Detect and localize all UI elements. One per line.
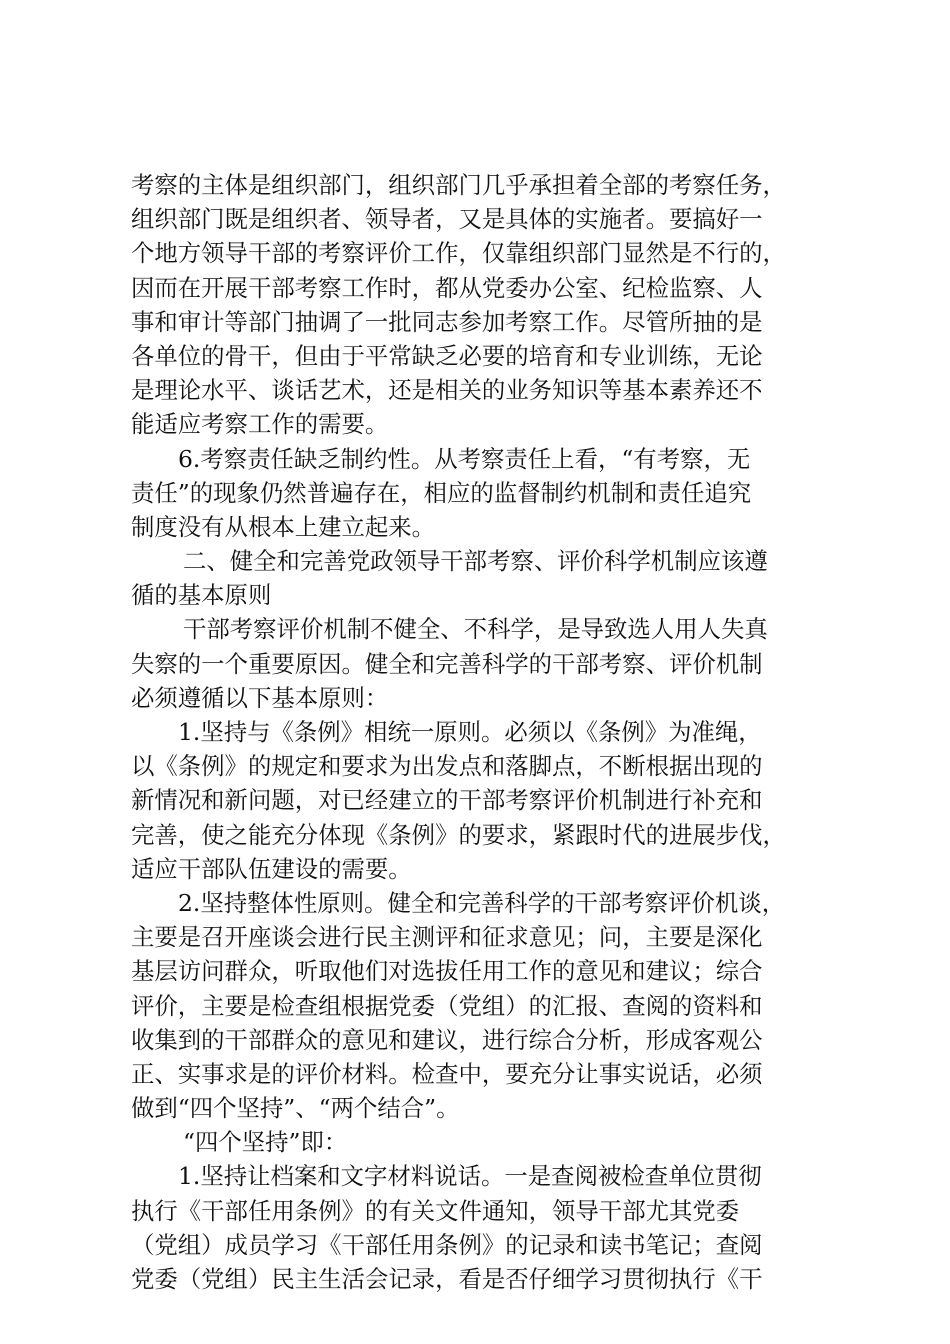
text-line: 执行《干部任用条例》的有关文件通知，领导干部尤其党委 xyxy=(131,1196,740,1225)
text-line: 2.坚持整体性原则。健全和完善科学的干部考察评价机谈， xyxy=(178,888,786,917)
text-line: 新情况和新问题，对已经建立的干部考察评价机制进行补充和 xyxy=(131,786,763,815)
text-line: 完善，使之能充分体现《条例》的要求，紧跟时代的进展步伐， xyxy=(131,820,786,849)
text-line: 适应干部队伍建设的需要。 xyxy=(131,854,412,883)
text-line: 组织部门既是组织者、领导者，又是具体的实施者。要搞好一 xyxy=(131,205,763,234)
text-line: 主要是召开座谈会进行民主测评和征求意见；问，主要是深化 xyxy=(131,923,763,952)
section-heading: 二、健全和完善党政领导干部考察、评价科学机制应该遵 xyxy=(183,547,768,576)
text-line: 做到“四个坚持”、“两个结合”。 xyxy=(131,1094,460,1123)
text-line: 制度没有从根本上建立起来。 xyxy=(131,512,436,541)
text-line: 失察的一个重要原因。健全和完善科学的干部考察、评价机制 xyxy=(131,649,763,678)
text-line: 评价，主要是检查组根据党委（党组）的汇报、查阅的资料和 xyxy=(131,991,763,1020)
body-text xyxy=(131,168,831,1296)
text-line: 因而在开展干部考察工作时，都从党委办公室、纪检监察、人 xyxy=(131,273,763,302)
text-line: 考察的主体是组织部门，组织部门几乎承担着全部的考察任务， xyxy=(131,171,786,199)
text-line: 事和审计等部门抽调了一批同志参加考察工作。尽管所抽的是 xyxy=(131,307,763,336)
text-line: 1.坚持让档案和文字材料说话。一是查阅被检查单位贯彻 xyxy=(178,1162,762,1191)
text-line: 干部考察评价机制不健全、不科学，是导致选人用人失真 xyxy=(183,615,768,644)
text-line: 收集到的干部群众的意见和建议，进行综合分析，形成客观公 xyxy=(131,1025,763,1054)
text-line: 正、实事求是的评价材料。检查中，要充分让事实说话，必须 xyxy=(131,1059,763,1088)
text-line: （党组）成员学习《干部任用条例》的记录和读书笔记；查阅 xyxy=(131,1230,763,1259)
text-line: 各单位的骨干，但由于平常缺乏必要的培育和专业训练，无论 xyxy=(131,341,763,370)
text-line: 6.考察责任缺乏制约性。从考察责任上看，“有考察，无 xyxy=(178,444,751,473)
text-line: 是理论水平、谈话艺术，还是相关的业务知识等基本素养还不 xyxy=(131,376,763,405)
text-line: 1.坚持与《条例》相统一原则。必须以《条例》为准绳， xyxy=(178,718,762,746)
section-heading: 循的基本原则 xyxy=(131,581,272,610)
text-line: 基层访问群众，听取他们对选拔任用工作的意见和建议；综合 xyxy=(131,957,763,986)
text-line: “四个坚持”即： xyxy=(183,1128,348,1157)
text-line: 个地方领导干部的考察评价工作，仅靠组织部门显然是不行的， xyxy=(131,239,786,268)
text-line: 能适应考察工作的需要。 xyxy=(131,410,389,439)
text-line: 责任”的现象仍然普遍存在，相应的监督制约机制和责任追究 xyxy=(131,478,752,507)
text-line: 必须遵循以下基本原则： xyxy=(131,683,389,712)
text-line: 党委（党组）民主生活会记录，看是否仔细学习贯彻执行《干 xyxy=(131,1265,763,1293)
text-line: 以《条例》的规定和要求为出发点和落脚点，不断根据出现的 xyxy=(131,752,763,781)
